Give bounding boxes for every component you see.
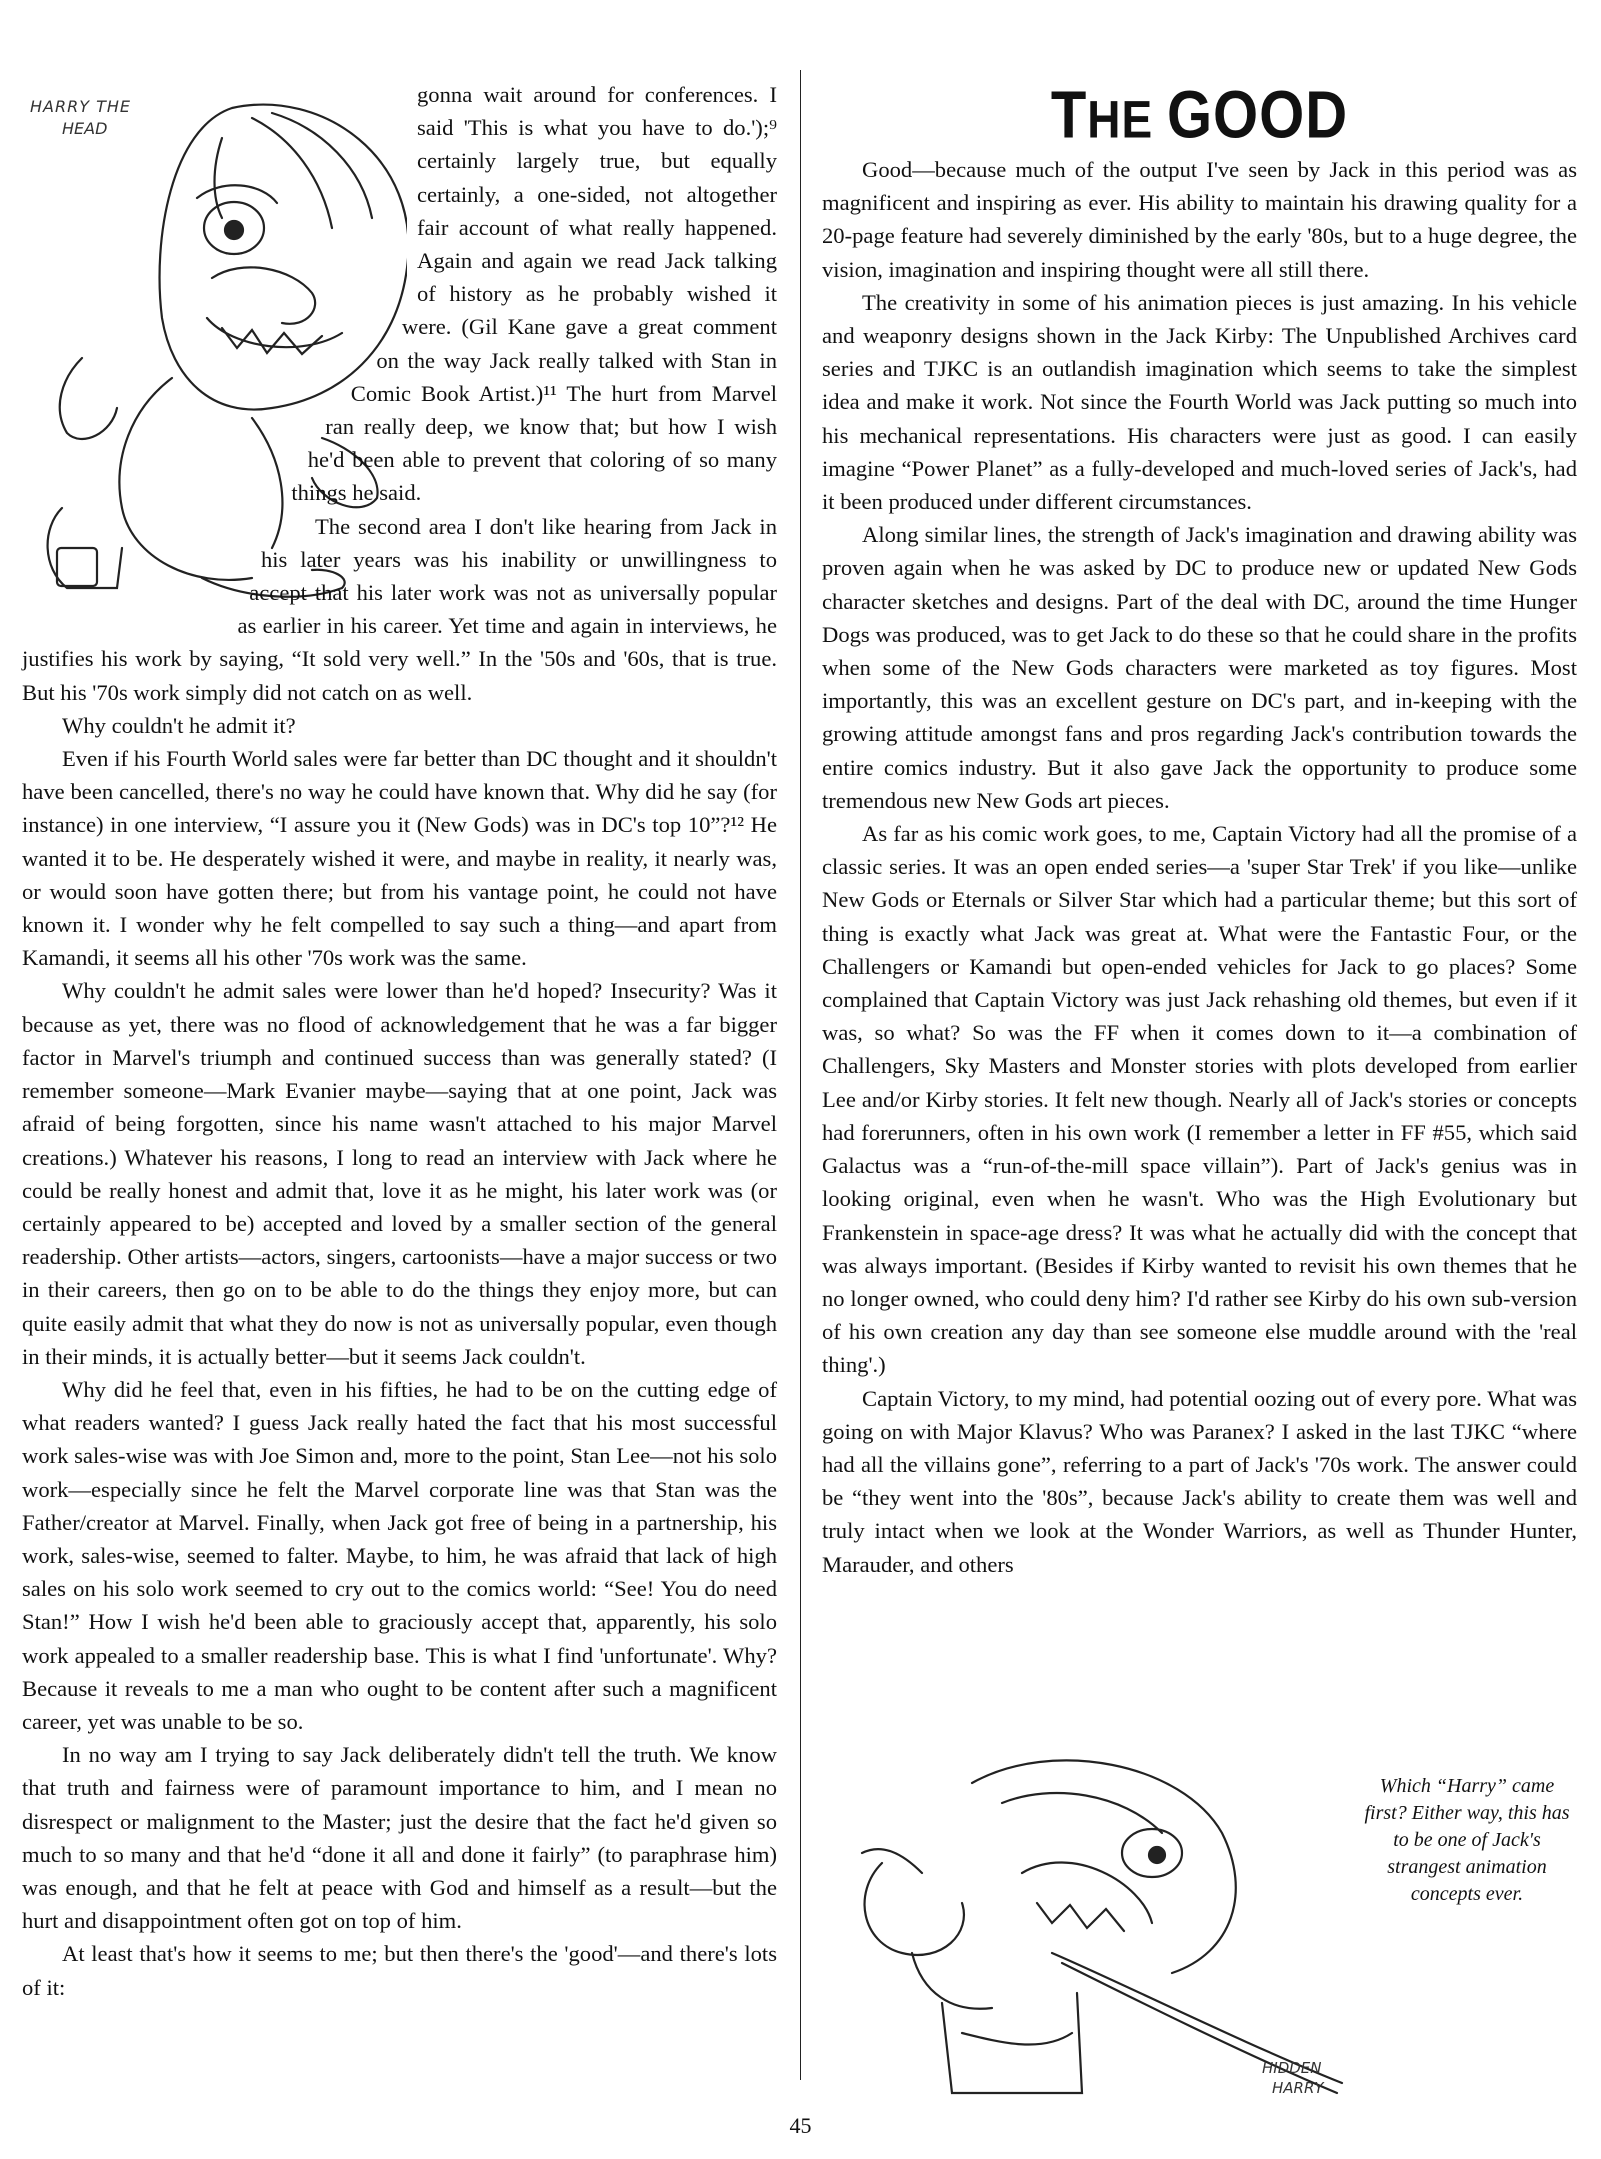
left-paragraph-4: Even if his Fourth World sales were far better than DC thought and it shouldn't have been cancelled, there's no way he could have known that. Why did he say (for instance) in one interview, “I assure you it (New Gods) was in DC's top 10”?¹² He wanted it to be. He desperately wished it were, and maybe in reality, it nearly was, or would soon have gotten there; but from his vantage point, he could not have known it. I wonder why he felt compelled to say such a thing—and apart from Kamandi, it seems all his other '70s work was the same. [22,746,777,971]
right-column [822,77,1577,2097]
left-paragraph-5: Why couldn't he admit sales were lower than he'd hoped? Insecurity? Was it because as yet, there was no flood of acknowledgement that he was a far bigger factor in Marvel's triumph and continued success than was generally stated? (I remember someone—Mark Evanier maybe—saying that at one point, Jack was afraid of being forgotten, since his name wasn't attached to his major Marvel creations.) Whatever his reasons, I long to read an interview with Jack where he could be really honest and admit that, love it as he might, his later work was (or certainly appeared to be) accepted and loved by a smaller section of the general readership. Other artists—actors, singers, cartoonists—have a major success or two in their careers, then go on to be able to do the things they enjoy more, but can quite easily admit that what they do now is not as universally popular, even though in their minds, it is actually better—but it seems Jack couldn't. [22,978,777,1369]
column-divider [800,70,801,2080]
page-number: 45 [789,2113,812,2138]
left-paragraph-3: Why couldn't he admit it? [62,712,296,738]
heading-small-caps: HE [1087,89,1167,150]
section-heading [822,77,1577,153]
art-label-top-line2: HEAD [62,119,108,138]
left-paragraph-2: The second area I don't like hearing from Jack in his later years was his inability or unwillingness to accept that his later work was not as universally popular as earlier in his career. Yet time and again in interviews, he justifies his work by saying, “It sold very well.” In the '50s and '60s, that is true. But his '70s work simply did not catch on as well. [22,513,777,705]
right-paragraph-1: Good—because much of the output I've seen by Jack in this period was as magnificent and inspiring as ever. His ability to maintain his drawing quality for a 20-page feature had severely diminished by the early '80s, but to a huge degree, the vision, imagination and inspiring thought were all still there. [822,157,1577,282]
right-paragraph-2: The creativity in some of his animation pieces is just amazing. In his vehicle and weaponry designs shown in the Jack Kirby: The Unpublished Archives card series and TJKC is an outlandish imagination which seems to take the simplest idea and make it work. Not since the Fourth World was Jack putting so much into his mechanical representations. His characters were just as good. I can easily imagine “Power Planet” as a fully-developed and much-loved series of Jack's, had it been produced under different circumstances. [822,289,1577,515]
illustration-caption: Which “Harry” came first? Either way, this has to be one of Jack's strangest animation concepts ever. [1364,1775,1570,1905]
art-signature-line1: HIDDEN [1262,2059,1322,2077]
left-column [22,78,777,2004]
left-paragraph-1: gonna wait around for conferences. I said 'This is what you have to do.');⁹ certainly largely true, but equally certainly, a one-sided, not altogether fair account of what really happened. Again and again we read Jack talking of history as he probably wished it were. (Gil Kane gave a great comment on the way Jack really talked with Stan in Comic Book Artist.)¹¹ The hurt from Marvel ran really deep, we know that; but how I wish he'd been able to prevent that coloring of so many things he said. [291,82,777,506]
heading-word: GOOD [1166,77,1349,153]
right-paragraph-5: Captain Victory, to my mind, had potential oozing out of every pore. What was going on with Major Klavus? Who was Paranex? I asked in the last TJKC “where had all the villains gone”, referring to a part of Jack's '70s work. The answer could be “they went into the '80s”, because Jack's ability to create them was well and truly intact when we look at the Wonder Warriors, as well as Thunder Hunter, Marauder, and others [822,1385,1577,1577]
hidden-harry-illustration [822,1743,1577,2103]
art-label-top-line1: HARRY THE [30,97,131,116]
right-paragraph-3: Along similar lines, the strength of Jack's imagination and drawing ability was proven again when he was asked by DC to produce new or updated New Gods character sketches and designs. Part of the deal with DC, around the time Hunger Dogs was produced, was to get Jack to do these so that he could share in the profits when some of the New Gods characters were marketed as toy figures. Most importantly, this was an excellent gesture on DC's part, and in-keeping with the growing attitude amongst fans and pros regarding Jack's contribution towards the entire comics industry. But it also gave Jack the opportunity to produce some tremendous new New Gods art pieces. [822,522,1577,813]
left-paragraph-6: Why did he feel that, even in his fifties, he had to be on the cutting edge of what readers wanted? I guess Jack really hated the fact that his most successful work sales-wise was with Joe Simon and, more to the point, Stan Lee—not his solo work—especially since he felt the Marvel corporate line was that Stan was the Father/creator at Marvel. Finally, when Jack got free of being in a partnership, his work, sales-wise, seemed to falter. Maybe, to him, he was afraid that lack of high sales on his solo work seemed to cry out to the comics world: “See! You do need Stan!” How I wish he'd been able to graciously accept that, apparently, his solo work appealed to a smaller readership base. This is what I find 'unfortunate'. Why? Because it reveals to me a man who ought to be content after such a magnificent career, yet was unable to be so. [22,1376,777,1734]
left-paragraph-8: At least that's how it seems to me; but then there's the 'good'—and there's lots of it: [22,1941,777,2000]
heading-first-letter: T [1050,77,1088,153]
left-paragraph-7: In no way am I trying to say Jack deliberately didn't tell the truth. We know that truth and fairness were of paramount importance to him, and I mean no disrespect or malignment to the Master; just the desire that the fact he'd given so much to so many and that he'd “done it all and done it fairly” (to paraphrase him) was enough, and that he felt at peace with God and himself as a result—but the hurt and disappointment often got on top of him. [22,1742,777,1934]
hidden-harry-drawing [822,1743,1352,2103]
art-signature-line2: HARRY [1272,2079,1324,2097]
right-paragraph-4: As far as his comic work goes, to me, Captain Victory had all the promise of a classic series. It was an open ended series—a 'super Star Trek' if you like—unlike New Gods or Eternals or Silver Star which had a particular theme; but this sort of thing is exactly what Jack was great at. What were the Fantastic Four, or the Challengers or Kamandi but open-ended vehicles for Jack to go places? Some complained that Captain Victory was just Jack rehashing old themes, but even if it was, so what? So was the FF when it comes down to it—a combination of Challengers, Sky Masters and Monster stories with plots developed from earlier Lee and/or Kirby stories. It felt new though. Nearly all of Jack's stories or concepts had forerunners, often in his own work (I remember a letter in FF #55, which said Galactus was a “run-of-the-mill space villain”). Part of Jack's genius was in looking original, even when he wasn't. Who was the High Evolutionary but Frankenstein in space-age dress? It was what he actually did with the concept that was always important. (Besides if Kirby wanted to revisit his own themes that he no longer owned, who could deny him? I'd rather see Kirby do his own sub-version of his own creation any day than see someone else muddle around with the 'real thing'.) [822,821,1577,1378]
